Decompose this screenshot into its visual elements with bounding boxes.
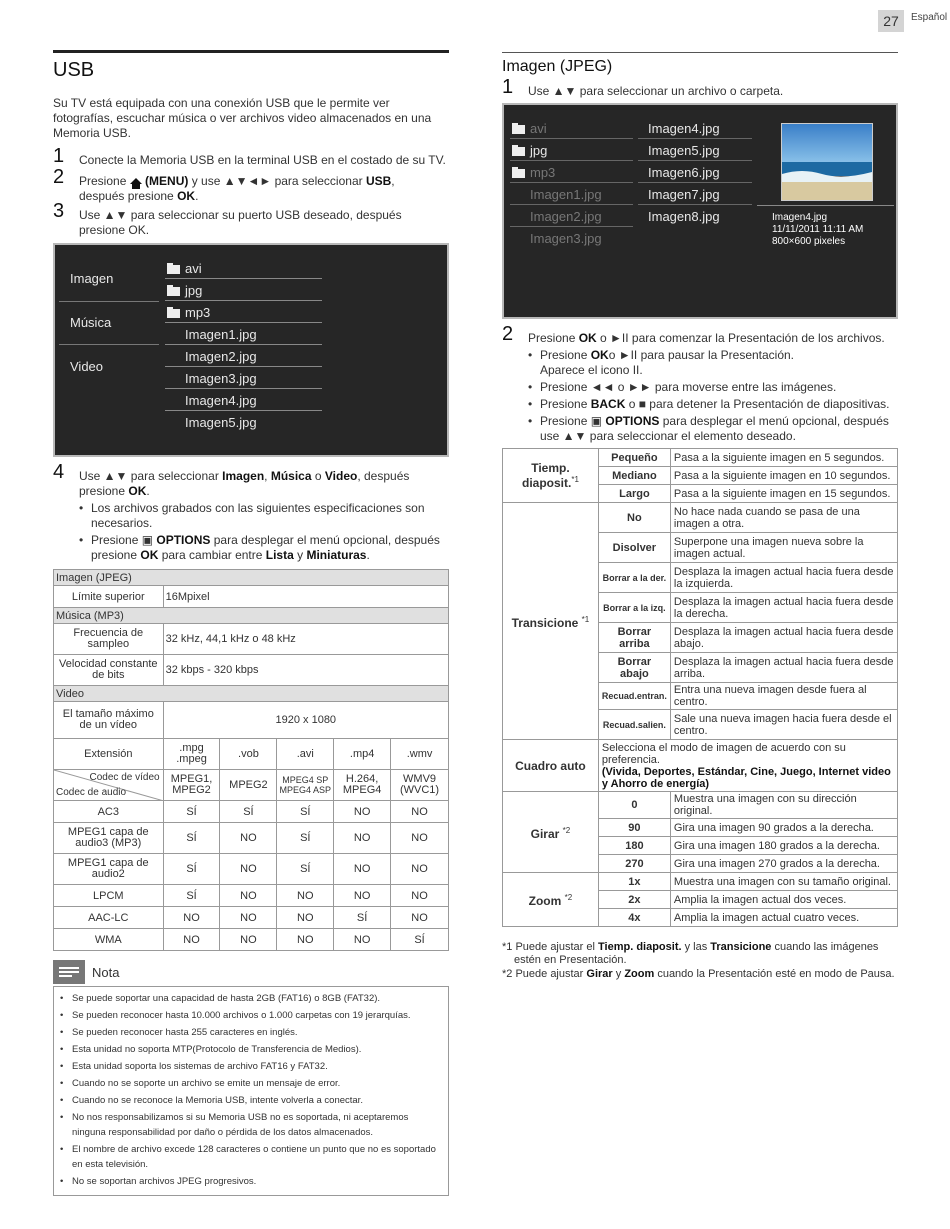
- options-icon: ▣: [590, 414, 603, 428]
- beach-thumbnail: [782, 124, 872, 200]
- nota-item: • Se puede soportar una capacidad de hasta 2GB (FAT16) o 8GB (FAT32).: [60, 991, 444, 1006]
- jpeg-browser-screen: [502, 103, 898, 319]
- options-table: Tiemp. diaposit.$^{*1}$ Pequeño Pasa a la siguiente imagen en 5 segundos. Mediano Pasa a la siguiente imagen en 10 segundos. Largo Pasa a la siguiente imagen en 15 segundos. Transicione $^{*1}$ No No hace nada cuando se pasa de una imagen a otra. Disolver Superpone una imagen nueva sobre la imagen actual. Borrar a la der. Desplaza la imagen actual hacia fuera desde la izquierda. Borrar a la izq. Desplaza la imagen actual hacia fuera desde la derecha. Borrar arriba Desplaza la imagen actual hacia fuera desde abajo. Borrar abajo Desplaza la imagen actual hacia fuera desde arriba. Recuad.entran. Entra una nueva imagen desde fuera al centro. Recuad.salien. Sale una nueva imagen hacia fuera desde el centro. Cuadro auto Selecciona el modo de imagen de acuerdo con su preferencia. (Vivida, Deportes, Estándar, Cine, Juego, Internet video y Ahorro de energía) Girar $^{*2}$ 0 Muestra una imagen con su dirección original. 90 Gira una imagen 90 grados a la derecha. 180 Gira una imagen 180 grados a la derecha. 270 Gira una imagen 270 grados a la derecha. Zoom $^{*2}$ 1x Muestra una imagen con su tamaño original. 2x Amplia la imagen actual dos veces. 4x Amplia la imagen actual cuatro veces.: [502, 448, 898, 927]
- audio-codec: AC3: [54, 801, 164, 823]
- folder-jpg: jpg: [512, 143, 547, 158]
- step-1: 1 Use ▲▼ para seleccionar un archivo o carpeta.: [502, 76, 784, 98]
- step-1: 1 Conecte la Memoria USB en la terminal USB en el costado de su TV.: [53, 145, 446, 167]
- bullet: • Presione ◄◄ o ►► para moverse entre las imágenes.: [528, 380, 898, 395]
- nota-item: • Se pueden reconocer hasta 255 caracteres en inglés.: [60, 1025, 444, 1040]
- spec-label: Límite superior: [54, 586, 164, 608]
- file-item: Imagen4.jpg: [185, 393, 257, 408]
- folder-avi: avi: [512, 121, 547, 136]
- section-row: Imagen (JPEG): [54, 570, 449, 586]
- home-icon: [130, 178, 142, 184]
- nota-item: • Cuando no se reconoce la Memoria USB, intente volverla a conectar.: [60, 1093, 444, 1108]
- nota-box: [53, 986, 449, 1196]
- spec-label: Extensión: [54, 739, 164, 770]
- folder-avi: avi: [167, 261, 202, 276]
- spec-value: 16Mpixel: [163, 586, 448, 608]
- option-tiemp: Tiemp. diaposit.$^{*1}$: [503, 449, 599, 503]
- footnote-2: *2 Puede ajustar Girar y Zoom cuando la Presentación esté en modo de Pausa.: [502, 968, 895, 980]
- folder-icon: [512, 125, 525, 134]
- step-4-bullets: [53, 501, 449, 563]
- footnote-1: *1 Puede ajustar el Tiemp. diaposit. y las Transicione cuando las imágenes estén en Presentación.: [502, 941, 879, 966]
- spec-value: 1920 x 1080: [163, 702, 448, 739]
- section-row: Música (MP3): [54, 608, 449, 624]
- audio-codec: LPCM: [54, 885, 164, 907]
- thumbnail-preview: [781, 123, 873, 201]
- bullet: • Presione ▣ OPTIONS para desplegar el menú opcional, después use ▲▼ para seleccionar el elemento deseado.: [528, 414, 898, 444]
- ext-cell: .wmv: [391, 739, 449, 770]
- folder-jpg: jpg: [167, 283, 202, 298]
- ext-cell: .vob: [220, 739, 277, 770]
- step-2: 2 Presione OK o ►II para comenzar la Presentación de los archivos.: [502, 323, 885, 345]
- left-column: [53, 50, 449, 1196]
- option-zoom: Zoom $^{*2}$: [503, 873, 599, 927]
- nota-item: • Se pueden reconocer hasta 10.000 archivos o 1.000 carpetas con 19 jerarquías.: [60, 1008, 444, 1023]
- step-3: 3 Use ▲▼ para seleccionar su puerto USB deseado, después presione OK.: [53, 200, 402, 237]
- nota-item: • No nos responsabilizamos si su Memoria USB no es soportada, ni aceptaremos ninguna responsabilidad por daño o pérdida de los datos almacenados.: [60, 1110, 444, 1140]
- spec-table: Imagen (JPEG) Límite superior 16Mpixel Música (MP3) Frecuencia de sampleo 32 kHz, 44,1 kHz o 48 kHz Velocidad constante de bits 32 kbps - 320 kbps Video El tamaño máximo de un vídeo 1920 x 1080 Extensión .mpg .mpeg .vob .avi .mp4 .wmv Codec de vídeo Codec de audio MPEG1, MPEG2 MPEG2 MPEG4 SP MPEG4 ASP H.264, MPEG4 WMV9 (WVC1) AC3 SÍ SÍ SÍ NO NO MPEG1 capa de audio3 (MP3) SÍ NO SÍ NO NO MPEG1 capa de audio2 SÍ NO SÍ NO NO LPCM SÍ NO NO NO NO AAC-LC NO NO NO SÍ NO WMA NO NO NO NO SÍ: [53, 569, 449, 951]
- codec-cell: H.264, MPEG4: [334, 770, 391, 801]
- step-2: 2 Presione (MENU) y use ▲▼◄► para seleccionar USB, después presione OK.: [53, 166, 395, 203]
- folder-icon: [167, 287, 180, 296]
- file-item: Imagen1.jpg: [530, 187, 602, 202]
- bullet: • Presione OKo ►II para pausar la Presentación. Aparece el icono II.: [528, 348, 898, 378]
- spec-value: 32 kbps - 320 kbps: [163, 655, 448, 686]
- codec-cell: MPEG1, MPEG2: [163, 770, 220, 801]
- intro-text: Su TV está equipada con una conexión USB que le permite ver fotografías, escuchar música o ver archivos video almacenados en una Memoria USB.: [53, 96, 432, 140]
- file-item: Imagen3.jpg: [185, 371, 257, 386]
- file-item: Imagen6.jpg: [648, 165, 720, 180]
- folder-icon: [512, 169, 525, 178]
- menu-imagen: Imagen: [70, 271, 114, 286]
- ext-cell: .mpg .mpeg: [163, 739, 220, 770]
- page-number: 27: [878, 10, 904, 32]
- step-2-bullets: [502, 348, 898, 444]
- bullet: • Presione ▣ OPTIONS para desplegar el menú opcional, después presione OK para cambiar entre Lista y Miniaturas.: [79, 533, 449, 563]
- folder-mp3: mp3: [167, 305, 210, 320]
- file-item: Imagen8.jpg: [648, 209, 720, 224]
- codec-cell: WMV9 (WVC1): [391, 770, 449, 801]
- ext-cell: .avi: [277, 739, 334, 770]
- audio-codec: WMA: [54, 929, 164, 951]
- file-item: Imagen5.jpg: [185, 415, 257, 430]
- file-item: Imagen1.jpg: [185, 327, 257, 342]
- section-row: Video: [54, 686, 449, 702]
- spec-value: 32 kHz, 44,1 kHz o 48 kHz: [163, 624, 448, 655]
- nota-item: • Esta unidad soporta los sistemas de archivo FAT16 y FAT32.: [60, 1059, 444, 1074]
- file-item: Imagen4.jpg: [648, 121, 720, 136]
- file-item: Imagen3.jpg: [530, 231, 602, 246]
- folder-icon: [512, 147, 525, 156]
- section-title-jpeg: Imagen (JPEG): [502, 58, 613, 75]
- ext-cell: .mp4: [334, 739, 391, 770]
- file-item: Imagen5.jpg: [648, 143, 720, 158]
- nota-title: Nota: [92, 965, 120, 980]
- nota-header: [53, 960, 449, 986]
- codec-cell: MPEG2: [220, 770, 277, 801]
- file-item: Imagen2.jpg: [185, 349, 257, 364]
- folder-mp3: mp3: [512, 165, 555, 180]
- menu-musica: Música: [70, 315, 112, 330]
- menu-video: Video: [70, 359, 104, 374]
- spec-label: El tamaño máximo de un vídeo: [54, 702, 164, 739]
- nota-item: • No se soportan archivos JPEG progresivos.: [60, 1174, 444, 1189]
- nota-item: • El nombre de archivo excede 128 caracteres o contiene un punto que no es soportado en esta televisión.: [60, 1142, 444, 1172]
- options-icon: ▣: [141, 533, 154, 547]
- option-girar: Girar $^{*2}$: [503, 792, 599, 873]
- codec-cell: MPEG4 SP MPEG4 ASP: [277, 770, 334, 801]
- folder-icon: [167, 309, 180, 318]
- note-icon: [53, 960, 85, 984]
- file-item: Imagen7.jpg: [648, 187, 720, 202]
- option-cuadro-auto: Cuadro auto: [503, 740, 599, 792]
- step-4: 4 Use ▲▼ para seleccionar Imagen, Música o Video, después presione OK.: [53, 461, 410, 498]
- usb-menu-screen: [53, 243, 449, 457]
- language-label: Español: [911, 12, 948, 23]
- folder-icon: [167, 265, 180, 274]
- bullet: • Presione BACK o ■ para detener la Presentación de diapositivas.: [528, 397, 898, 412]
- file-item: Imagen2.jpg: [530, 209, 602, 224]
- bullet: • Los archivos grabados con las siguientes especificaciones son necesarios.: [79, 501, 449, 531]
- nota-item: • Cuando no se soporte un archivo se emite un mensaje de error.: [60, 1076, 444, 1091]
- codec-header-cell: Codec de vídeo Codec de audio: [54, 770, 164, 801]
- image-info: Imagen4.jpg 11/11/2011 11:11 AM 800×600 pixeles: [772, 212, 864, 247]
- audio-codec: AAC-LC: [54, 907, 164, 929]
- option-transicione: Transicione $^{*1}$: [503, 503, 599, 740]
- spec-label: Frecuencia de sampleo: [54, 624, 164, 655]
- section-title-usb: USB: [53, 59, 95, 81]
- nota-item: • Esta unidad no soporta MTP(Protocolo de Transferencia de Medios).: [60, 1042, 444, 1057]
- spec-label: Velocidad constante de bits: [54, 655, 164, 686]
- right-column: [502, 52, 898, 981]
- audio-codec: MPEG1 capa de audio3 (MP3): [54, 823, 164, 854]
- audio-codec: MPEG1 capa de audio2: [54, 854, 164, 885]
